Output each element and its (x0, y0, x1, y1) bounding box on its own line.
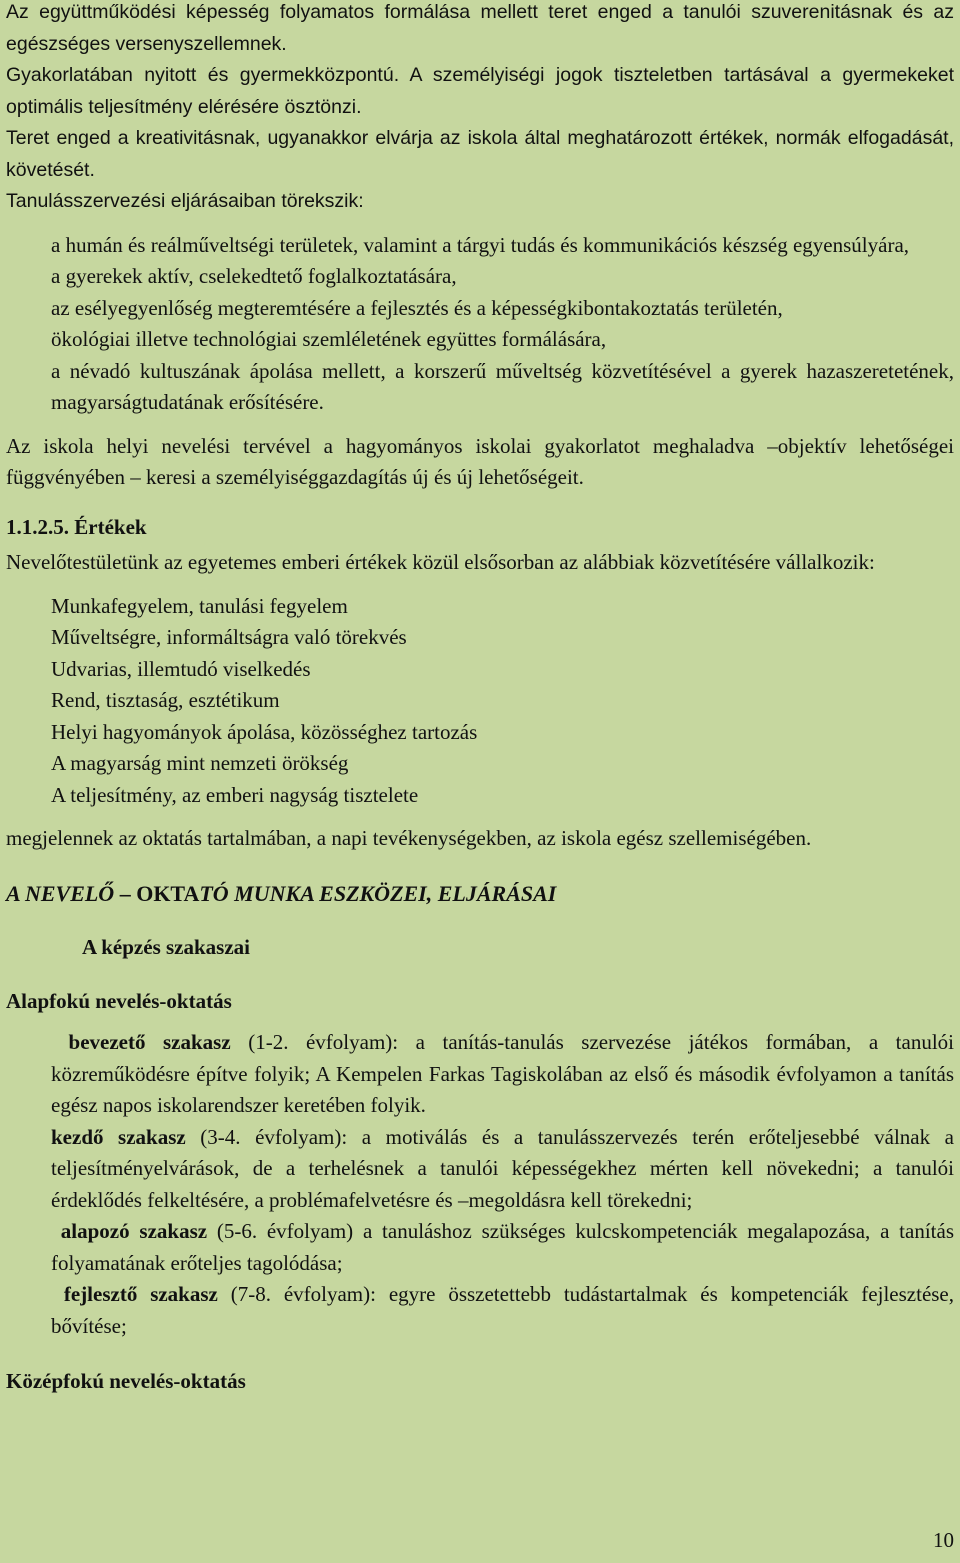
stages-list (6, 1027, 954, 1342)
aims-list (6, 230, 954, 419)
value-item: Rend, tisztaság, esztétikum (51, 688, 280, 712)
values-list (6, 591, 954, 812)
intro-paragraph-2: Gyakorlatában nyitott és gyermekközpontú. A személyiségi jogok tiszteletben tartásával a gyermekeket optimális teljesítmény elérésére ösztönzi. (6, 64, 954, 118)
stage-name: alapozó szakasz (60, 1219, 208, 1243)
aim-item: a humán és reálműveltségi területek, valamint a tárgyi tudás és kommunikációs készség egyensúlyára, (51, 232, 910, 257)
methods-heading-dash: – OKTA (114, 880, 200, 906)
value-item: A teljesítmény, az emberi nagyság tisztelete (51, 782, 419, 807)
methods-heading (6, 878, 954, 910)
intro-paragraph-4: Tanulásszervezési eljárásaiban törekszik: (6, 190, 364, 212)
stage-name: fejlesztő szakasz (63, 1282, 218, 1306)
value-item: A magyarság mint nemzeti örökség (51, 751, 349, 775)
stage-item (51, 1027, 954, 1122)
values-intro: Nevelőtestületünk az egyetemes emberi értékek közül elsősorban az alábbiak közvetítésére vállalkozik: (6, 550, 875, 574)
values-conclusion: megjelennek az oktatás tartalmában, a napi tevékenységekben, az iskola egész szellemiségében. (6, 826, 812, 850)
secondary-education-heading: Középfokú nevelés-oktatás (6, 1369, 246, 1393)
value-item: Műveltségre, informáltságra való törekvés (51, 625, 407, 649)
value-item: Udvarias, illemtudó viselkedés (51, 656, 311, 681)
stage-item (51, 1279, 954, 1342)
stage-text: (5-6. évfolyam) a tanuláshoz szükséges kulcskompetenciák megalapozása, a tanítás folyamatának erőteljes tagolódása; (51, 1219, 954, 1275)
primary-education-heading: Alapfokú nevelés-oktatás (6, 988, 232, 1013)
stage-text: (3-4. évfolyam): a motiválás és a tanulásszervezés terén erőteljesebbé válnak a teljesítményelvárások, de a terhelésnek a tanulói képességekhez mérten kell növekedni; a tanulói érdeklődés felkeltésére, a problémafelvetésre és –megoldásra kell törekedni; (51, 1124, 954, 1212)
aims-conclusion: Az iskola helyi nevelési tervével a hagyományos iskolai gyakorlatot meghaladva –objektív lehetőségei függvényében – keresi a személyiséggazdagítás új és új lehetőségeit. (6, 433, 954, 489)
values-heading: 1.1.2.5. Értékek (6, 514, 147, 539)
aim-item: az esélyegyenlőség megteremtésére a fejlesztés és a képességkibontakoztatás területén, (51, 295, 783, 320)
stage-text: (7-8. évfolyam): egyre összetettebb tudástartalmak és kompetenciák fejlesztése, bővítése; (51, 1282, 955, 1338)
methods-heading-part1: A NEVELŐ (6, 880, 115, 906)
stage-item (51, 1216, 954, 1279)
intro-paragraph-1: Az együttműködési képesség folyamatos formálása mellett teret enged a tanulói szuverenitásnak és az egészséges versenyszellemnek. (6, 1, 954, 55)
training-stages-subheading: A képzés szakaszai (82, 935, 250, 959)
value-item: Helyi hagyományok ápolása, közösséghez tartozás (51, 719, 478, 744)
intro-paragraph-3: Teret enged a kreativitásnak, ugyanakkor elvárja az iskola által meghatározott értékek, normák elfogadását, követését. (6, 127, 954, 181)
stage-name: kezdő szakasz (51, 1124, 186, 1149)
value-item: Munkafegyelem, tanulási fegyelem (51, 593, 348, 618)
aim-item: a névadó kultuszának ápolása mellett, a korszerű műveltség közvetítésével a gyerek hazaszeretetének, magyarságtudatának erősítésére. (51, 358, 954, 414)
methods-heading-part2: TÓ MUNKA ESZKÖZEI, ELJÁRÁSAI (199, 880, 557, 906)
stage-item (51, 1122, 954, 1217)
stage-name: bevezető szakasz (68, 1030, 231, 1054)
aim-item: ökológiai illetve technológiai szemléletének együttes formálására, (51, 327, 607, 351)
stage-text: (1-2. évfolyam): a tanítás-tanulás szervezése játékos formában, a tanulói közreműködésre építve folyik; A Kempelen Farkas Tagiskolában az első és második évfolyamon a tanítás egész napos iskolarendszer keretében folyik. (51, 1030, 955, 1117)
intro-section (6, 0, 954, 218)
aim-item: a gyerekek aktív, cselekedtető foglalkoztatására, (51, 264, 457, 288)
page-number: 10 (933, 1527, 954, 1552)
